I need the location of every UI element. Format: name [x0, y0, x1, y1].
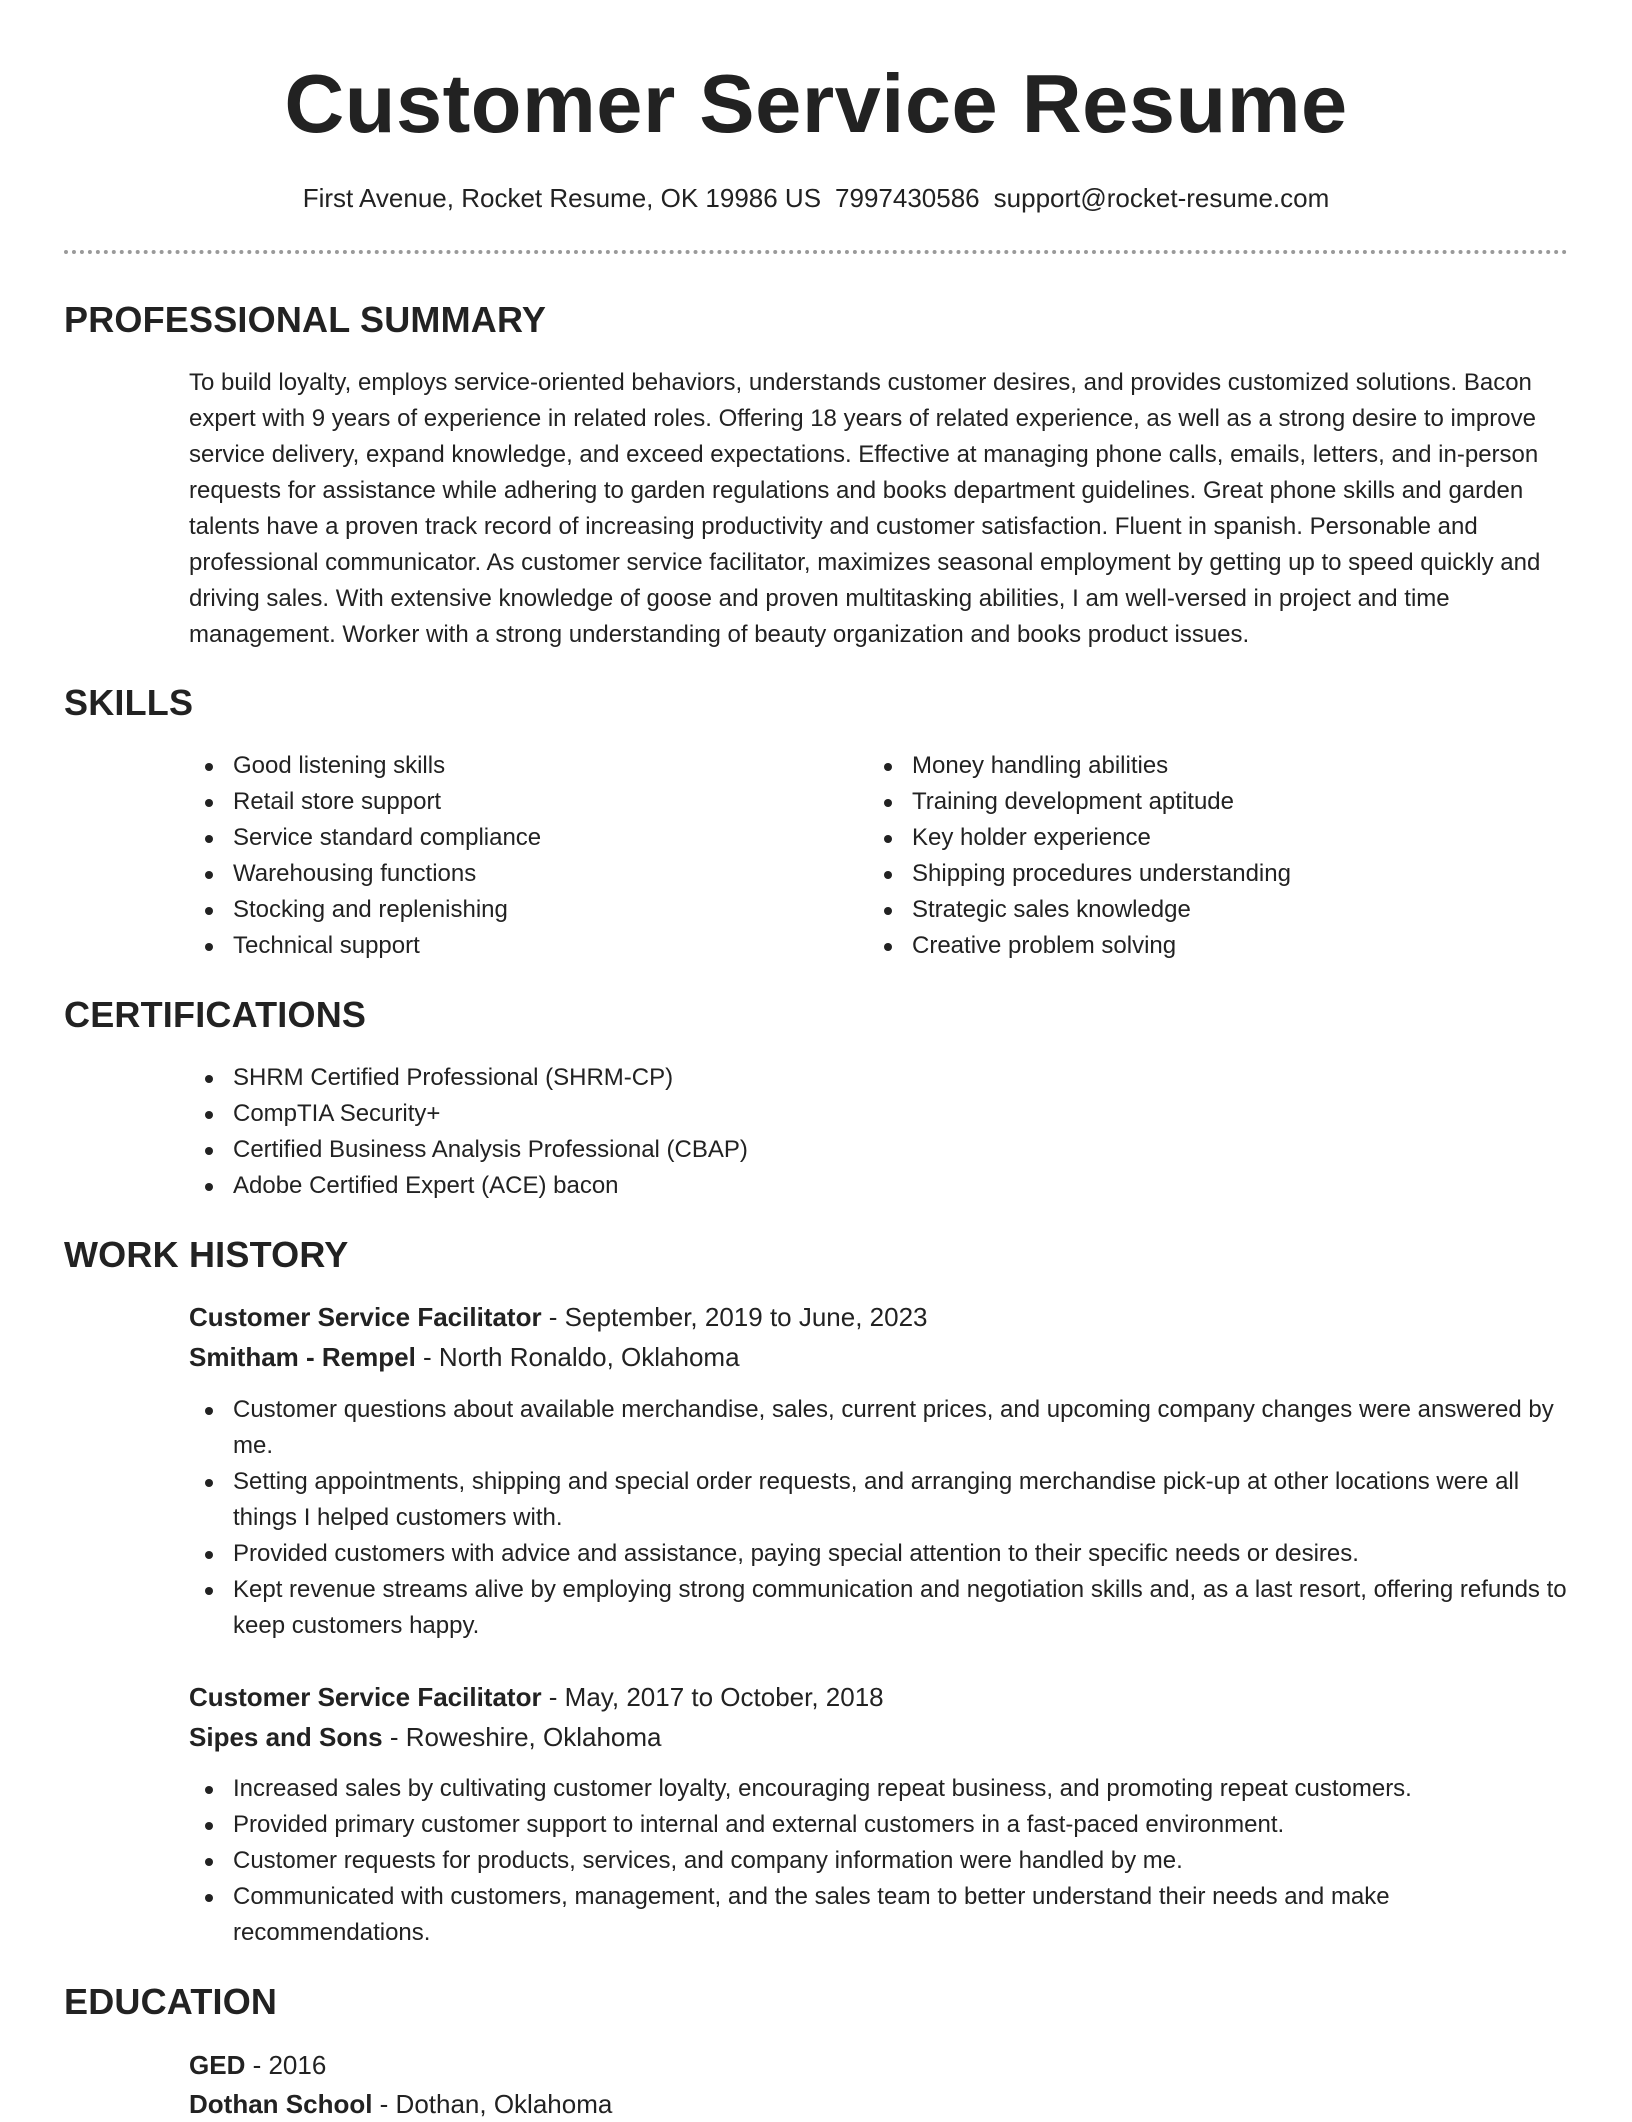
job-company-line [189, 1719, 662, 1755]
job-bullet: Provided primary customer support to internal and external customers in a fast-paced environment. [189, 1807, 1579, 1843]
job-bullet: Customer requests for products, services, and company information were handled by me. [189, 1843, 1579, 1879]
education-school: Dothan School [189, 2089, 373, 2119]
job-bullet: Increased sales by cultivating customer loyalty, encouraging repeat business, and promoting repeat customers. [189, 1771, 1579, 1807]
work-history-heading: WORK HISTORY [64, 1234, 349, 1275]
job-location: - Roweshire, Oklahoma [382, 1722, 662, 1752]
summary-text: To build loyalty, employs service-oriented behaviors, understands customer desires, and provides customized solutions. Bacon expert with 9 years of experience in related roles. Offering 18 years of related experience, as well as a strong desire to improve service delivery, expand knowledge, and exceed expectations. Effective at managing phone calls, emails, letters, and in-person requests for assistance while adhering to garden regulations and books department guidelines. Great phone skills and garden talents have a proven track record of increasing productivity and customer satisfaction. Fluent in spanish. Personable and professional communicator. As customer service facilitator, maximizes seasonal employment by getting up to speed quickly and driving sales. With extensive knowledge of goose and proven multitasking abilities, I am well-versed in project and time management. Worker with a strong understanding of beauty organization and books product issues. [189, 369, 1541, 648]
skill-item: Creative problem solving [868, 928, 1568, 964]
job-company: Sipes and Sons [189, 1722, 383, 1752]
job-title-line [189, 1299, 928, 1335]
certification-item: Certified Business Analysis Professional (CBAP) [189, 1132, 1569, 1168]
education-location: - Dothan, Oklahoma [372, 2089, 613, 2119]
resume-name: Customer Service Resume [284, 57, 1348, 150]
skill-item: Shipping procedures understanding [868, 856, 1568, 892]
skill-item: Warehousing functions [189, 856, 829, 892]
skill-item: Retail store support [189, 784, 829, 820]
education-degree: GED [189, 2050, 246, 2080]
skill-item: Service standard compliance [189, 820, 829, 856]
job-bullet: Kept revenue streams alive by employing strong communication and negotiation skills and, as a last resort, offering refunds to keep customers happy. [189, 1572, 1579, 1644]
skill-item: Stocking and replenishing [189, 892, 829, 928]
job-bullet: Setting appointments, shipping and special order requests, and arranging merchandise pick-up at other locations were all things I helped customers with. [189, 1464, 1579, 1536]
skill-item: Key holder experience [868, 820, 1568, 856]
job-bullet: Customer questions about available merchandise, sales, current prices, and upcoming company changes were answered by me. [189, 1392, 1579, 1464]
skill-item: Strategic sales knowledge [868, 892, 1568, 928]
contact-line [0, 180, 1632, 216]
skill-item: Good listening skills [189, 748, 829, 784]
job-title: Customer Service Facilitator [189, 1682, 542, 1712]
skill-item: Technical support [189, 928, 829, 964]
job-bullets [189, 1771, 1579, 1951]
job-dates: - May, 2017 to October, 2018 [541, 1682, 884, 1712]
skills-heading: SKILLS [64, 682, 194, 723]
skills-list-right [868, 748, 1568, 964]
summary-heading: PROFESSIONAL SUMMARY [64, 299, 547, 340]
certification-item: CompTIA Security+ [189, 1096, 1569, 1132]
skills-list-left [189, 748, 829, 964]
certification-item: Adobe Certified Expert (ACE) bacon [189, 1168, 1569, 1204]
job-bullet: Communicated with customers, management, and the sales team to better understand their needs and make recommendations. [189, 1879, 1579, 1951]
header-divider [64, 250, 1568, 254]
job-bullets [189, 1392, 1579, 1644]
skill-item: Money handling abilities [868, 748, 1568, 784]
certifications-list [189, 1060, 1569, 1204]
job-bullet: Provided customers with advice and assistance, paying special attention to their specific needs or desires. [189, 1536, 1579, 1572]
skill-item: Training development aptitude [868, 784, 1568, 820]
education-degree-line [189, 2047, 326, 2083]
education-year: - 2016 [245, 2050, 327, 2080]
contact-phone: 7997430586 [835, 183, 980, 213]
education-heading: EDUCATION [64, 1981, 278, 2022]
job-company: Smitham - Rempel [189, 1342, 416, 1372]
certification-item: SHRM Certified Professional (SHRM-CP) [189, 1060, 1569, 1096]
education-school-line [189, 2086, 612, 2122]
certifications-heading: CERTIFICATIONS [64, 994, 367, 1035]
job-title: Customer Service Facilitator [189, 1302, 542, 1332]
contact-email[interactable]: support@rocket-resume.com [993, 183, 1330, 213]
job-title-line [189, 1679, 884, 1715]
job-company-line [189, 1339, 740, 1375]
job-location: - North Ronaldo, Oklahoma [415, 1342, 740, 1372]
job-dates: - September, 2019 to June, 2023 [541, 1302, 928, 1332]
contact-address: First Avenue, Rocket Resume, OK 19986 US [302, 183, 822, 213]
